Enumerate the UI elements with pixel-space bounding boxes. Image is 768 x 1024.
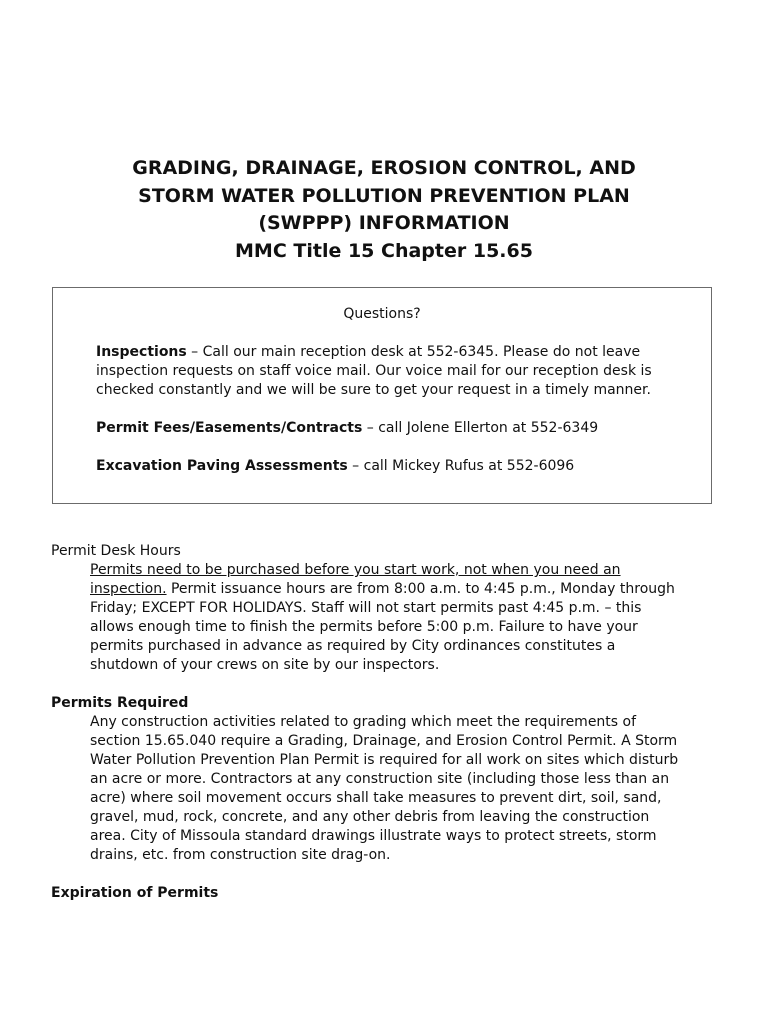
inspections-contact (96, 343, 656, 400)
permit-desk-hours-text: Permit issuance hours are from 8:00 a.m. to 4:45 p.m., Monday through Friday; EXCEPT FOR HOLIDAYS. Staff will not start permits past 4:45 p.m. – this allows enough time to finish the permits before 5:00 p.m. Failure to have your permits purchased in advance as required by City ordinances constitutes a shutdown of your crews on site by our inspectors. (90, 581, 675, 673)
questions-heading: Questions? (343, 306, 421, 322)
title-line-1: GRADING, DRAINAGE, EROSION CONTROL, AND (132, 157, 636, 179)
excavation-contact (96, 457, 656, 476)
inspections-label: Inspections (96, 344, 187, 360)
excavation-text: – call Mickey Rufus at 552-6096 (347, 458, 575, 474)
permits-required-body: Any construction activities related to grading which meet the requirements of section 15.65.040 require a Grading, Drainage, and Erosion Control Permit. A Storm Water Pollution Prevention Plan Permit is required for all work on sites which disturb an acre or more. Contractors at any construction site (including those less than an acre) where soil movement occurs shall take measures to prevent dirt, soil, sand, gravel, mud, rock, concrete, and any other debris from leaving the construction area. City of Missoula standard drawings illustrate ways to protect streets, storm drains, etc. from construction site drag-on. (90, 714, 679, 863)
permit-desk-hours-body (90, 561, 680, 675)
inspections-text: – Call our main reception desk at 552-6345. Please do not leave inspection requests on staff voice mail. Our voice mail for our reception desk is checked constantly and we will be sure to get your request in a timely manner. (96, 344, 652, 398)
permit-desk-hours-emphasis: Permits need to be purchased before you start work, not when you need an inspection. (90, 562, 621, 597)
title-line-4: MMC Title 15 Chapter 15.65 (235, 239, 533, 262)
document-title (0, 155, 768, 265)
title-line-2: STORM WATER POLLUTION PREVENTION PLAN (138, 184, 630, 207)
permit-fees-text: – call Jolene Ellerton at 552-6349 (362, 420, 599, 436)
title-line-3: (SWPPP) INFORMATION (258, 212, 510, 234)
permit-fees-label: Permit Fees/Easements/Contracts (96, 420, 363, 436)
questions-box (52, 287, 712, 504)
expiration-heading: Expiration of Permits (51, 885, 219, 901)
permit-desk-hours-heading: Permit Desk Hours (51, 543, 181, 559)
permits-required-heading: Permits Required (51, 695, 189, 711)
permit-fees-contact (96, 419, 656, 438)
excavation-label: Excavation Paving Assessments (96, 458, 348, 474)
